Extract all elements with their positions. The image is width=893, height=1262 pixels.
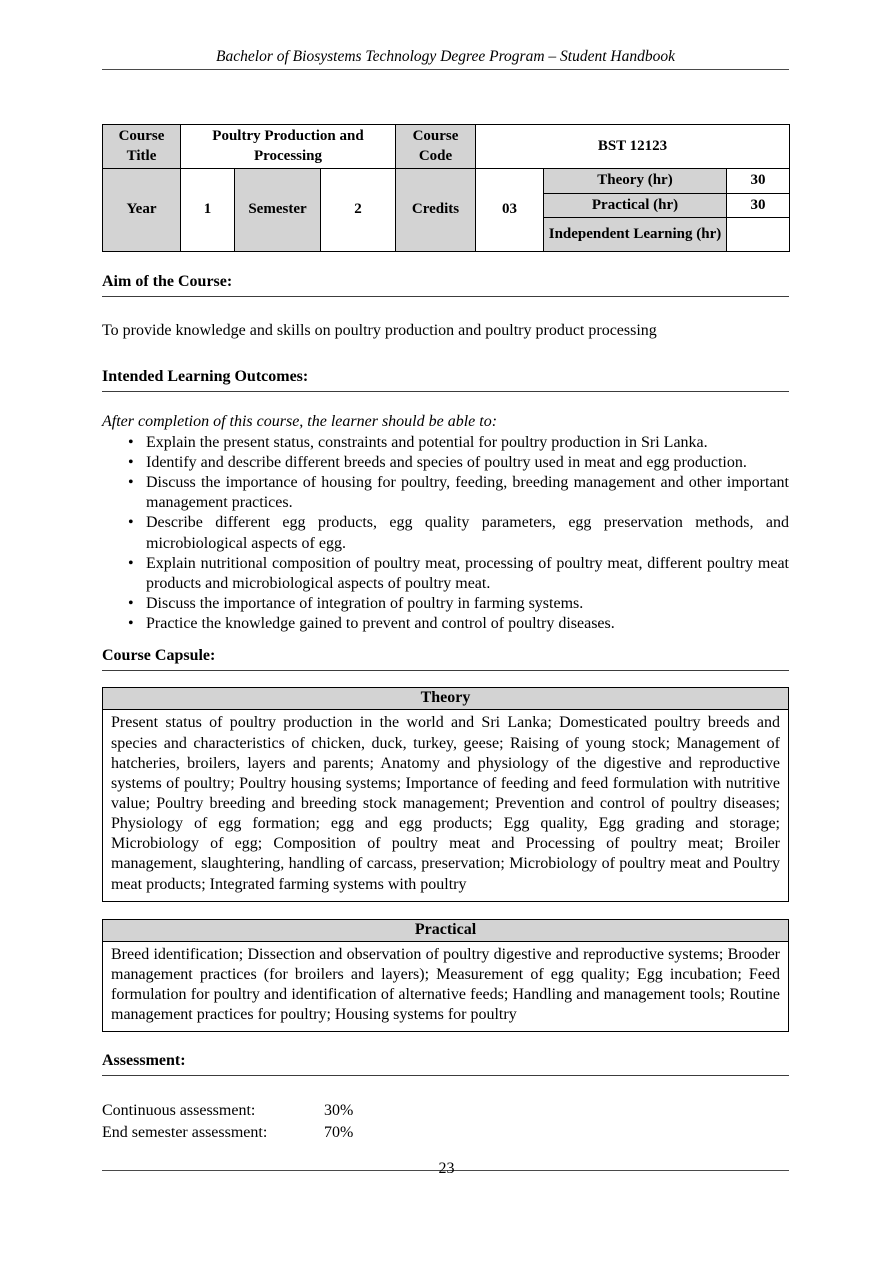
ilo-intro: After completion of this course, the learner should be able to: (102, 412, 498, 430)
course-info-table (102, 124, 790, 252)
practical-hours-value: 30 (727, 193, 790, 218)
course-title-value: Poultry Production and Processing (181, 125, 396, 169)
theory-capsule-text: Present status of poultry production in the world and Sri Lanka; Domesticated poultry breeds and species and characteristics of chicken, duck, turkey, geese; Raising of young stock; Management of hatcheries, broilers, layers and parents; Anatomy and physiology of the digestive and reproductive systems of poultry; Poultry housing systems; Importance of feeding and feed formulation with nutritive value; Poultry breeding and breeding stock management; Prevention and control of poultry diseases; Physiology of egg formation; egg and egg products; Egg quality, Egg grading and storage; Microbiology of egg; Composition of poultry meat and Processing of poultry meat; Broiler management, slaughtering, handling of carcass, preservation; Microbiology of poultry meat and Poultry meat products; Integrated farming systems with poultry (111, 714, 780, 893)
assessment-row (102, 1122, 789, 1144)
aim-text: To provide knowledge and skills on poultry production and poultry product processing (102, 322, 657, 339)
course-code-label: Course Code (396, 125, 476, 169)
theory-hours-label: Theory (hr) (544, 169, 727, 194)
independent-learning-hours-label: Independent Learning (hr) (544, 218, 727, 252)
page-number: 23 (438, 1160, 455, 1177)
practical-hours-label: Practical (hr) (544, 193, 727, 218)
practical-capsule-box (102, 919, 789, 1033)
year-label: Year (103, 169, 181, 252)
credits-label: Credits (396, 169, 476, 252)
semester-label: Semester (235, 169, 321, 252)
semester-value: 2 (321, 169, 396, 252)
running-header (102, 48, 789, 70)
ilo-list (102, 433, 789, 635)
assessment-label: Continuous assessment: (102, 1102, 256, 1120)
ilo-item: • Identify and describe different breeds and species of poultry used in meat and egg production. (102, 453, 789, 473)
practical-capsule-title: Practical (103, 920, 788, 942)
ilo-item: • Discuss the importance of integration of poultry in farming systems. (102, 594, 789, 614)
course-code-value: BST 12123 (476, 125, 790, 169)
practical-capsule-text: Breed identification; Dissection and observation of poultry digestive and reproductive systems; Brooder management practices (for broilers and layers); Measurement of egg quality; Egg incubation; Feed formulation for poultry and identification of alternative feeds; Handling and management tools; Routine management practices for poultry; Housing systems for poultry (111, 945, 780, 1024)
running-header-title: Bachelor of Biosystems Technology Degree Program – Student Handbook (216, 48, 675, 65)
ilo-item: • Explain nutritional composition of poultry meat, processing of poultry meat, different poultry meat products and microbiological aspects of poultry meat. (102, 554, 789, 594)
ilo-heading: Intended Learning Outcomes: (102, 368, 789, 392)
assessment-row (102, 1100, 789, 1122)
theory-capsule-box (102, 687, 789, 901)
ilo-item: • Discuss the importance of housing for poultry, feeding, breeding management and other important management practices. (102, 473, 789, 513)
ilo-item: • Practice the knowledge gained to prevent and control of poultry diseases. (102, 614, 789, 634)
assessment-rows (102, 1100, 789, 1143)
ilo-item: • Describe different egg products, egg quality parameters, egg preservation methods, and microbiological aspects of egg. (102, 513, 789, 553)
theory-capsule-title: Theory (103, 688, 788, 710)
independent-learning-hours-value (727, 218, 790, 252)
course-capsule-heading: Course Capsule: (102, 647, 789, 671)
assessment-value: 70% (324, 1123, 354, 1141)
course-title-label: Course Title (103, 125, 181, 169)
aim-heading: Aim of the Course: (102, 273, 789, 297)
theory-hours-value: 30 (727, 169, 790, 194)
credits-value: 03 (476, 169, 544, 252)
assessment-value: 30% (324, 1102, 354, 1120)
assessment-heading: Assessment: (102, 1052, 789, 1076)
year-value: 1 (181, 169, 235, 252)
assessment-label: End semester assessment: (102, 1123, 268, 1141)
ilo-item: • Explain the present status, constraints and potential for poultry production in Sri Lanka. (102, 433, 789, 453)
